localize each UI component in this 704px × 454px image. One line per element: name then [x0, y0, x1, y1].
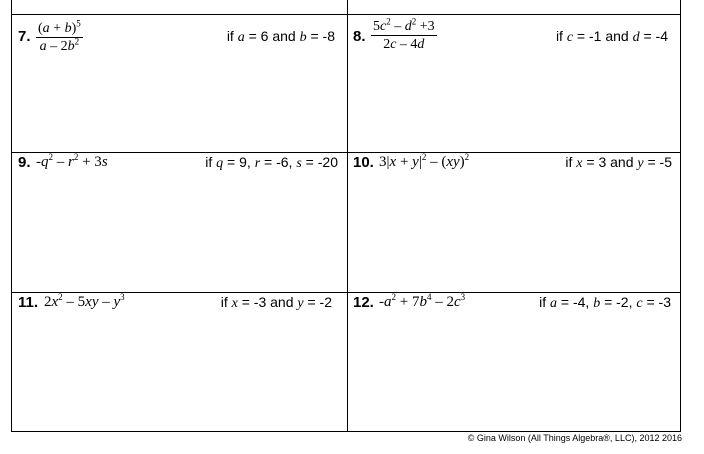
- condition: if q = 9, r = -6, s = -20: [205, 154, 338, 171]
- problem-number: 10.: [353, 154, 374, 171]
- condition: if x = -3 and y = -2: [220, 294, 332, 311]
- condition: if a = 6 and b = -8: [226, 28, 335, 45]
- problem-8: [353, 18, 673, 58]
- worksheet-grid: [11, 0, 681, 432]
- row-divider-1: [12, 14, 680, 15]
- expression: $-a^2 + 7b^4 - 2c^3$: [379, 292, 466, 310]
- problem-11: [18, 294, 334, 314]
- expression-fraction: [36, 20, 83, 55]
- problem-7: [18, 20, 338, 60]
- expression: $-q^2 - r^2 + 3s$: [36, 152, 108, 170]
- problem-number: 12.: [353, 294, 374, 311]
- column-divider: [347, 0, 348, 431]
- problem-number: 8.: [353, 28, 366, 45]
- fraction-denominator: 2c – 4d: [383, 37, 425, 52]
- condition: if a = -4, b = -2, c = -3: [539, 294, 671, 311]
- problem-9: [18, 154, 340, 174]
- fraction-numerator: $5c^2 - d^2 +3$: [373, 16, 435, 34]
- row-divider-3: [12, 292, 680, 293]
- problem-number: 9.: [18, 154, 31, 171]
- expression-fraction: [371, 18, 437, 53]
- expression: $3|x + y|^2 - (xy)^2$: [379, 152, 470, 170]
- row-divider-2: [12, 152, 680, 153]
- problem-12: [353, 294, 673, 314]
- problem-number: 7.: [18, 28, 31, 45]
- fraction-denominator: a – $2b^2$: [39, 36, 80, 54]
- expression: $2x^2 - 5xy - y^3$: [44, 292, 125, 310]
- copyright-footer: © Gina Wilson (All Things Algebra®, LLC), 2012 2016: [467, 433, 682, 443]
- condition: if c = -1 and d = -4: [555, 28, 668, 45]
- problem-10: [353, 154, 673, 174]
- condition: if x = 3 and y = -5: [565, 154, 672, 171]
- problem-number: 11.: [18, 294, 39, 311]
- fraction-numerator: $(a + b)^5$: [38, 18, 81, 36]
